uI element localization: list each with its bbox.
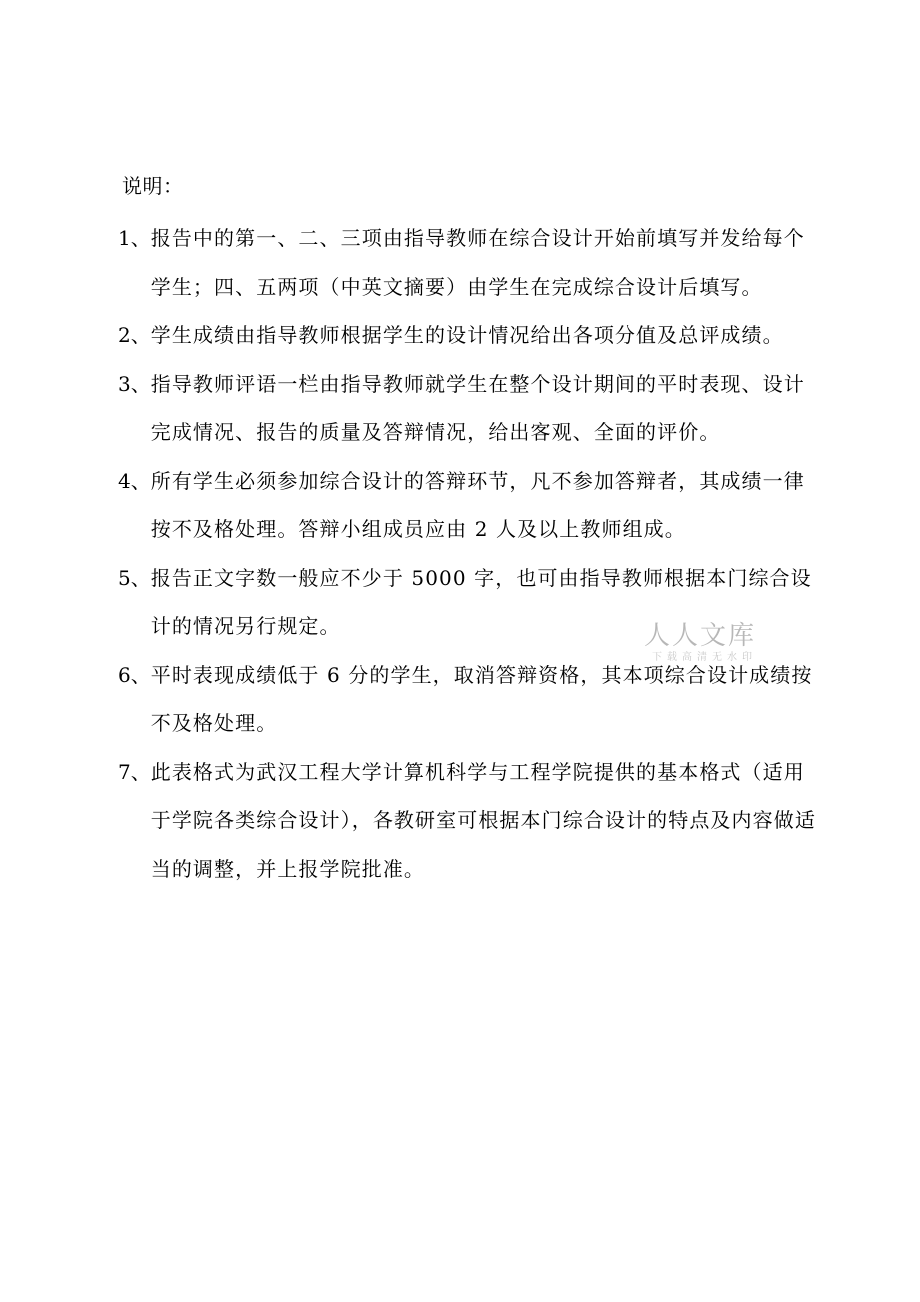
list-item bbox=[118, 311, 818, 360]
list-item bbox=[118, 748, 818, 894]
watermark-subtitle: 下载高清无水印 bbox=[652, 652, 757, 663]
watermark-title: 人人文库 bbox=[644, 621, 757, 651]
item-text: 报告中的第一、二、三项由指导教师在综合设计开始前填写并发给每个学生；四、五两项（中英文摘要）由学生在完成综合设计后填写。 bbox=[150, 226, 805, 299]
list-item bbox=[118, 360, 818, 457]
item-text: 平时表现成绩低于 6 分的学生，取消答辩资格，其本项综合设计成绩按不及格处理。 bbox=[150, 662, 813, 735]
item-text: 报告正文字数一般应不少于 5000 字，也可由指导教师根据本门综合设计的情况另行规定。 bbox=[150, 565, 812, 638]
item-number: 4、 bbox=[118, 468, 151, 493]
list-item bbox=[118, 651, 818, 748]
item-text: 学生成绩由指导教师根据学生的设计情况给出各项分值及总评成绩。 bbox=[150, 323, 784, 347]
item-number: 1、 bbox=[118, 226, 151, 250]
watermark-logo bbox=[644, 620, 784, 664]
list-item bbox=[118, 457, 818, 554]
notes-list bbox=[118, 214, 818, 893]
item-number: 6、 bbox=[118, 662, 151, 687]
item-text: 此表格式为武汉工程大学计算机科学与工程学院提供的基本格式（适用于学院各类综合设计），各教研室可根据本门综合设计的特点及内容做适当的调整，并上报学院批准。 bbox=[150, 759, 816, 881]
item-number: 2、 bbox=[118, 323, 151, 347]
item-number: 3、 bbox=[118, 371, 151, 396]
item-number: 5、 bbox=[118, 565, 151, 590]
item-text: 指导教师评语一栏由指导教师就学生在整个设计期间的平时表现、设计完成情况、报告的质量及答辩情况，给出客观、全面的评价。 bbox=[150, 371, 805, 444]
item-number: 7、 bbox=[118, 759, 151, 784]
item-text: 所有学生必须参加综合设计的答辩环节，凡不参加答辩者，其成绩一律按不及格处理。答辩小组成员应由 2 人及以上教师组成。 bbox=[150, 468, 805, 541]
notes-heading: 说明： bbox=[122, 174, 184, 198]
list-item bbox=[118, 214, 818, 311]
